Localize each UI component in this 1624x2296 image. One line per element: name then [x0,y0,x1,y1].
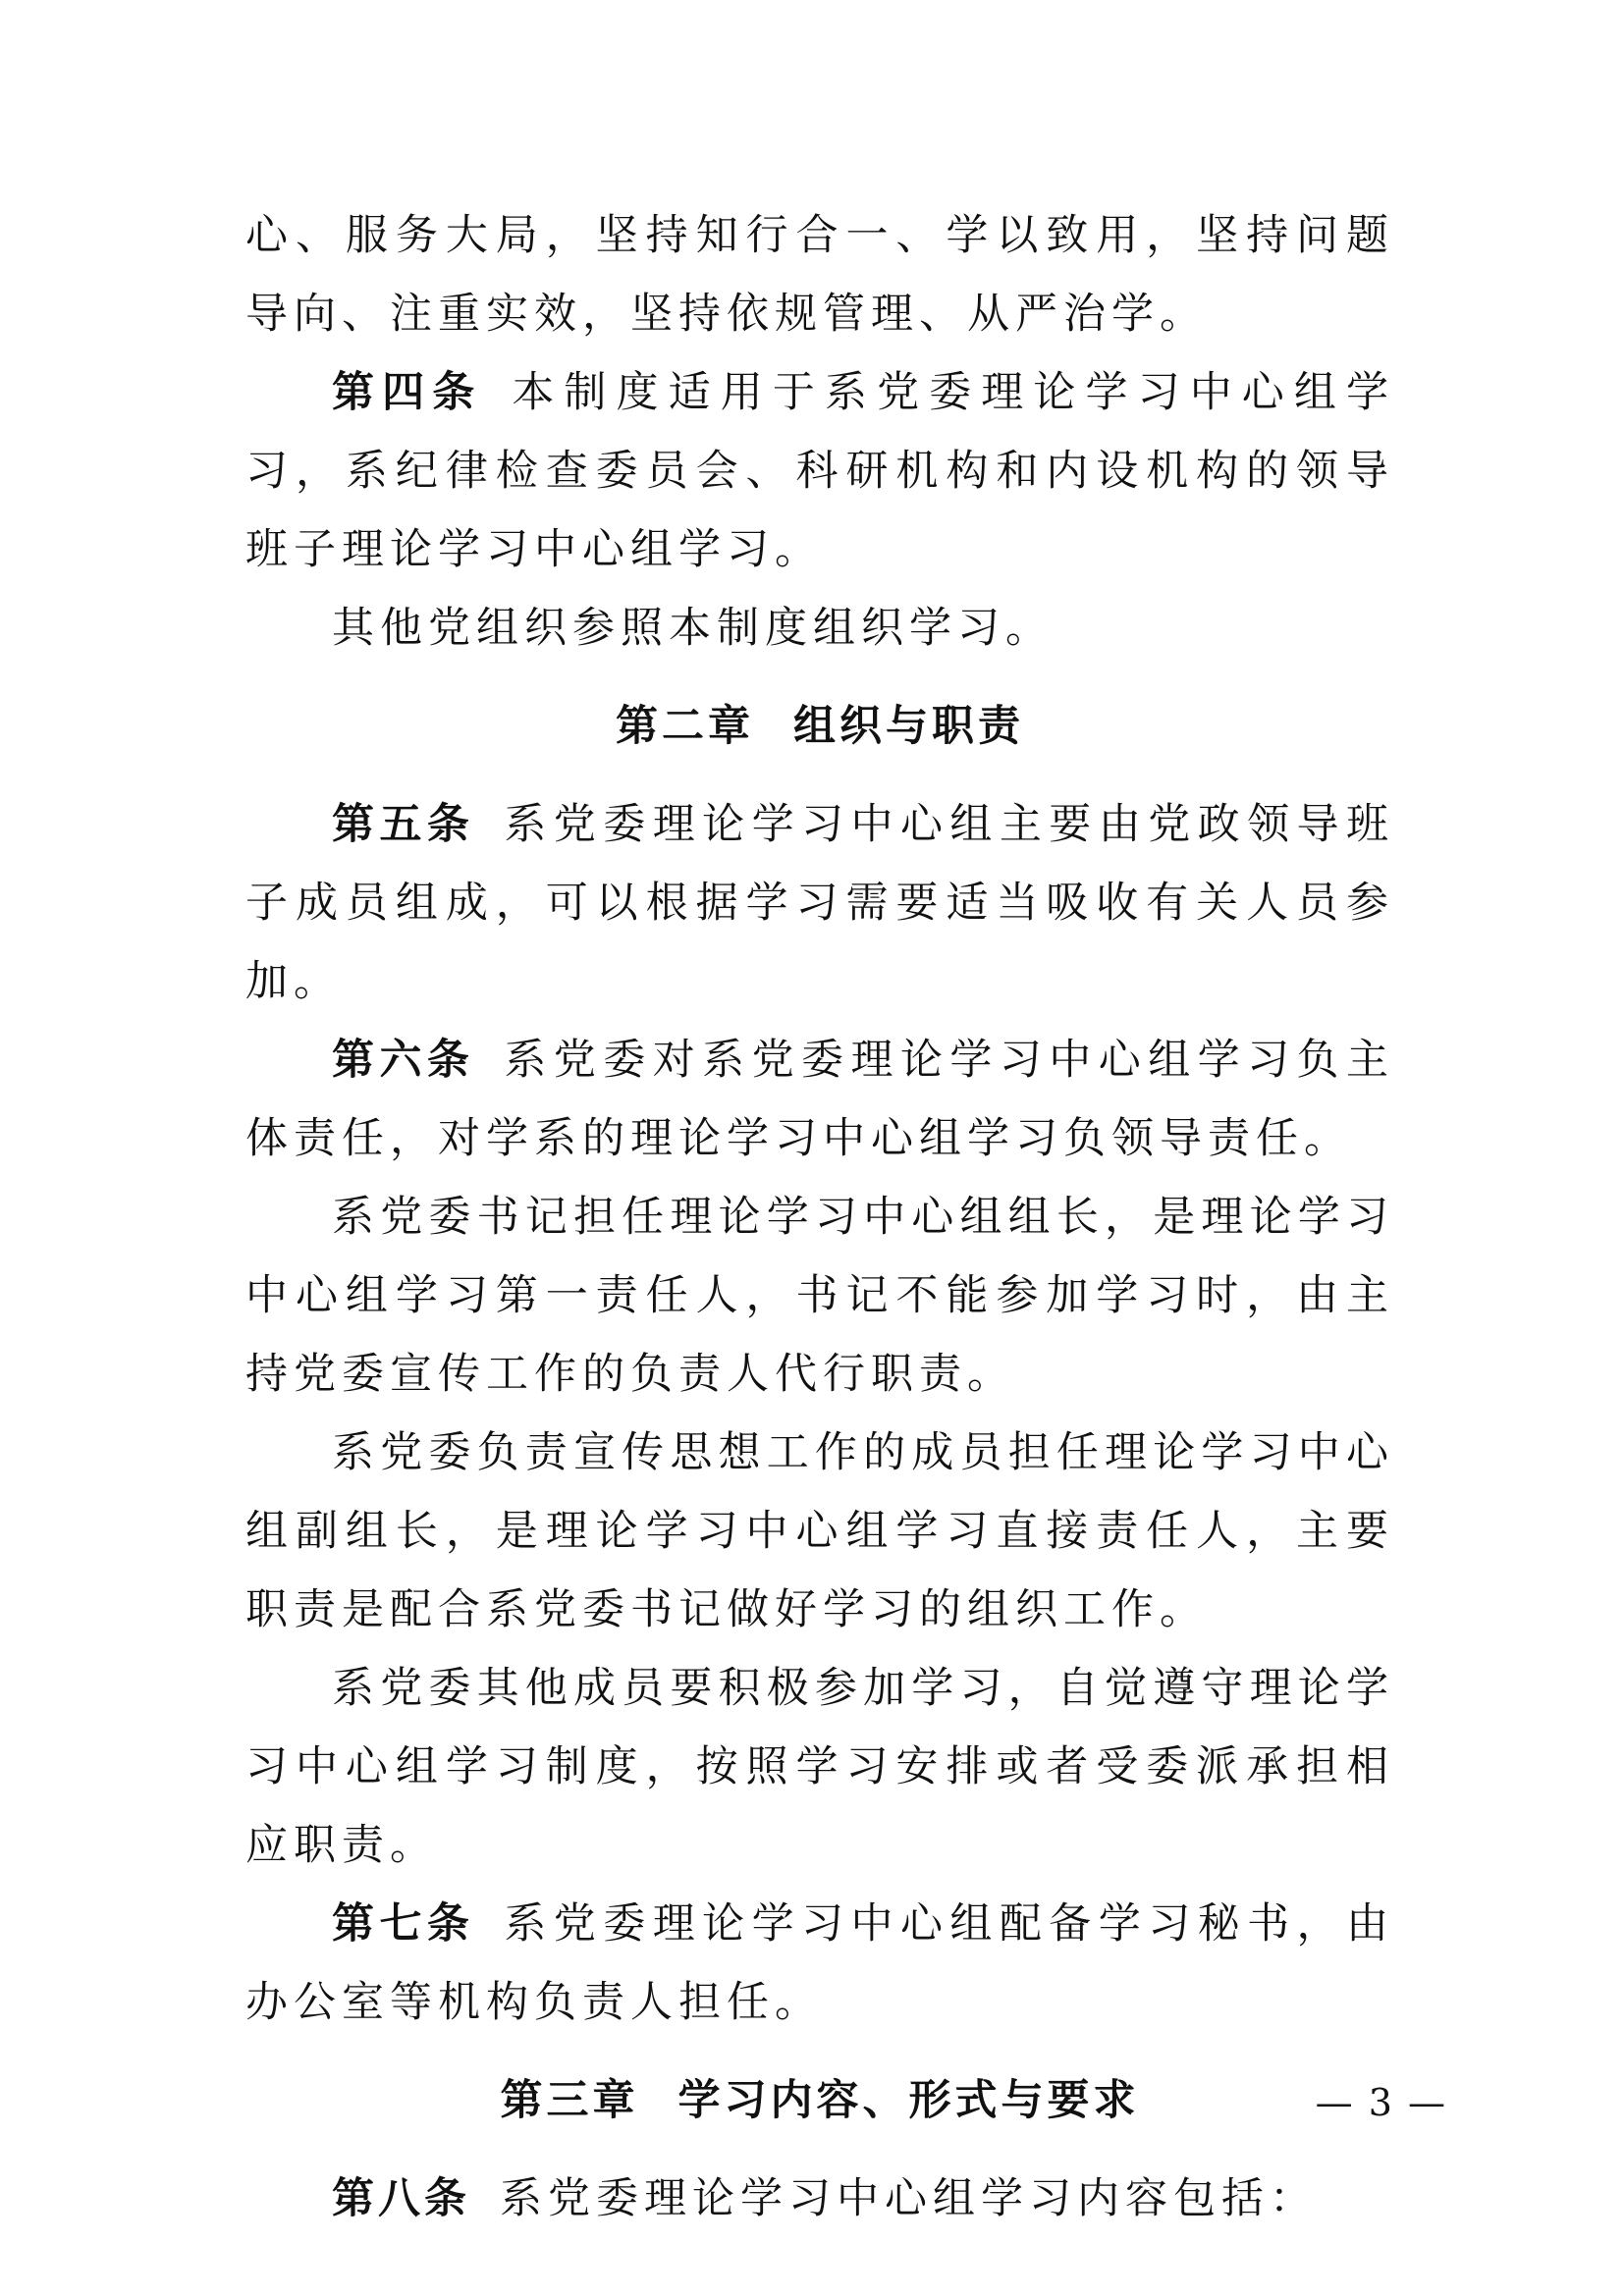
document-body [245,196,1394,2238]
paragraph-text: 系党委负责宣传思想工作的成员担任理论学习中心组副组长，是理论学习中心组学习直接责任人，主要职责是配合系党委书记做好学习的组织工作。 [245,1428,1394,1634]
article-6 [245,1021,1394,1178]
article-5 [245,785,1394,1021]
article-4 [245,353,1394,589]
article-7 [245,1885,1394,2042]
paragraph-text: 其他党组织参照本制度组织学习。 [332,604,1054,653]
article-label: 第七条 [332,1899,475,1949]
article-label: 第八条 [332,2174,470,2223]
article-text: 系党委理论学习中心组配备学习秘书，由办公室等机构负责人担任。 [245,1899,1395,2027]
chapter-title: 组织与职责 [793,702,1024,751]
paragraph [245,1649,1394,1885]
paragraph-continued [245,196,1394,353]
page-number: — 3 — [1315,2081,1447,2124]
paragraph [245,1178,1394,1414]
chapter-heading-2 [245,687,1394,766]
paragraph [245,1414,1394,1649]
article-text: 系党委理论学习中心组学习内容包括： [500,2174,1318,2223]
article-label: 第四条 [332,368,483,417]
paragraph [245,589,1394,667]
chapter-number: 第二章 [616,702,754,751]
paragraph-text: 心、服务大局，坚持知行合一、学以致用，坚持问题导向、注重实效，坚持依规管理、从严治学。 [245,211,1394,339]
paragraph-text: 系党委其他成员要积极参加学习，自觉遵守理论学习中心组学习制度，按照学习安排或者受委派承担相应职责。 [245,1664,1394,1870]
article-text: 系党委对系党委理论学习中心组学习负主体责任，对学系的理论学习中心组学习负领导责任。 [245,1036,1395,1163]
chapter-title: 学习内容、形式与要求 [677,2076,1140,2125]
article-text: 系党委理论学习中心组主要由党政领导班子成员组成，可以根据学习需要适当吸收有关人员参加。 [245,800,1395,1006]
article-label: 第五条 [332,800,475,849]
article-text: 本制度适用于系党委理论学习中心组学习，系纪律检查委员会、科研机构和内设机构的领导班子理论学习中心组学习。 [245,368,1395,574]
article-8 [245,2160,1394,2238]
chapter-number: 第三章 [500,2076,639,2125]
article-label: 第六条 [332,1036,475,1085]
chapter-heading-3 [245,2061,1394,2140]
paragraph-text: 系党委书记担任理论学习中心组组长，是理论学习中心组学习第一责任人，书记不能参加学习时，由主持党委宣传工作的负责人代行职责。 [245,1193,1394,1399]
